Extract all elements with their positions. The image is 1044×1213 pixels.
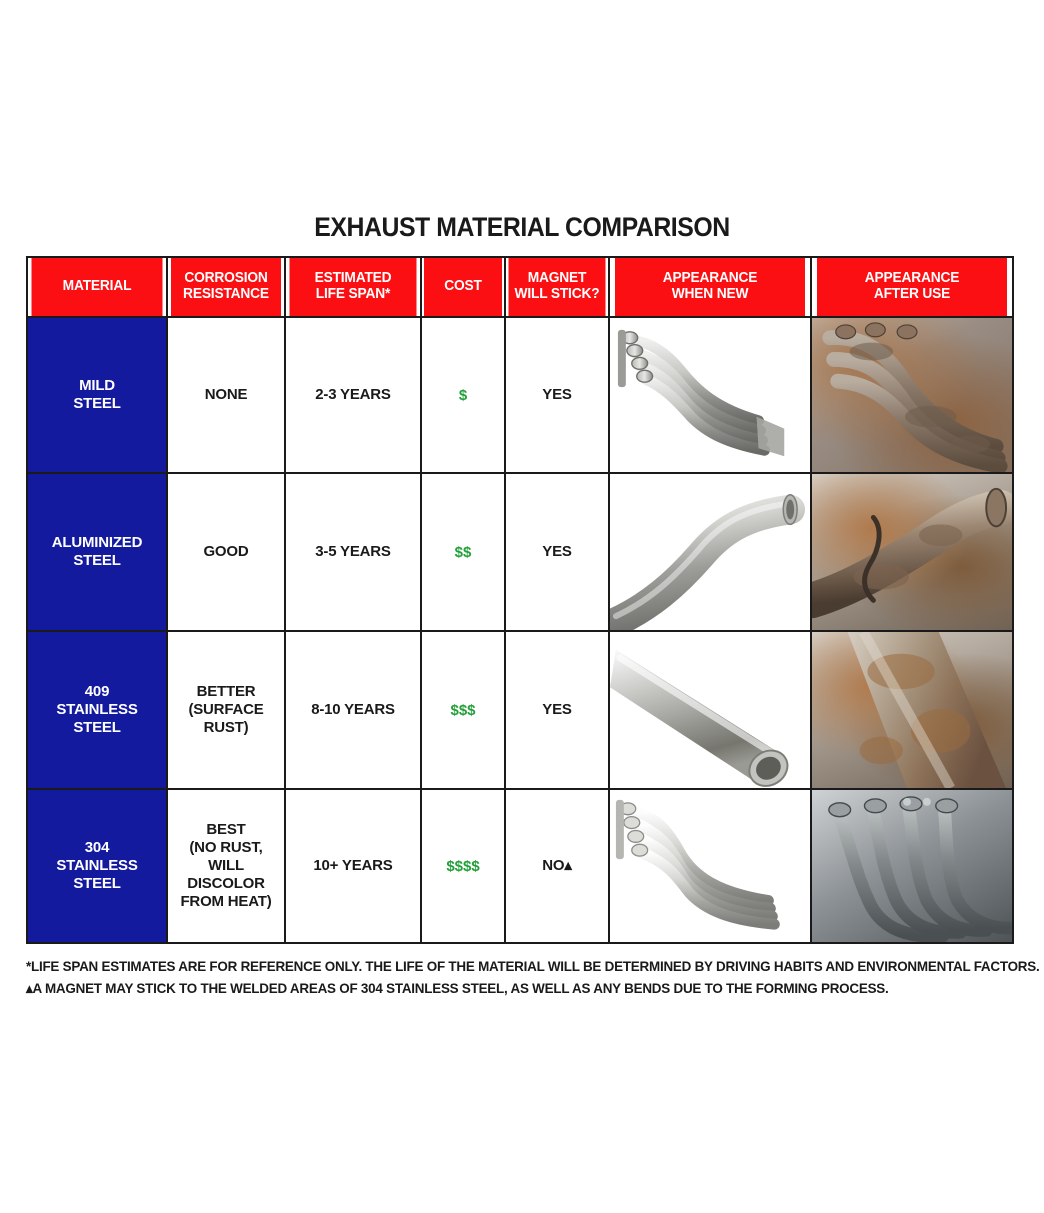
cell-lifespan-304-stainless-steel: 10+ YEARS [285,789,421,943]
bent-aluminized-exhaust-pipe-icon [610,474,810,630]
image-409-tube-used [811,631,1013,789]
column-header-material: MATERIAL [31,257,164,317]
table-row [27,631,1013,789]
surface-rusted-stainless-tube-icon [812,632,1012,788]
image-aluminized-pipe-new [609,473,811,631]
cell-cost-409-stainless-steel: $$$ [421,631,505,789]
long-tube-headers-bare-steel-icon [610,318,810,472]
table-header [27,257,1013,317]
header-row [27,257,1013,317]
table-row [27,789,1013,943]
cell-corrosion-304-stainless-steel: BEST (NO RUST, WILL DISCOLOR FROM HEAT) [167,789,285,943]
cell-material-304-stainless-steel: 304 STAINLESS STEEL [27,789,167,943]
column-header-appearance-when-new: APPEARANCE WHEN NEW [614,257,806,317]
cell-magnet-409-stainless-steel: YES [505,631,609,789]
cell-magnet-aluminized-steel: YES [505,473,609,631]
footnote-lifespan: *LIFE SPAN ESTIMATES ARE FOR REFERENCE ONLY. THE LIFE OF THE MATERIAL WILL BE DETERMINED BY DRIVING HABITS AND ENVIRONMENTAL FACTORS. [26,958,1040,974]
cell-cost-304-stainless-steel: $$$$ [421,789,505,943]
table-row [27,317,1013,473]
cell-corrosion-aluminized-steel: GOOD [167,473,285,631]
cell-magnet-304-stainless-steel: NO▴ [505,789,609,943]
rusted-corroded-headers-icon [812,318,1012,472]
polished-stainless-headers-icon [610,790,810,942]
comparison-table [26,256,1014,944]
footnotes [26,956,1040,999]
column-header-corrosion-resistance: CORROSION RESISTANCE [170,257,282,317]
image-409-tube-new [609,631,811,789]
cell-magnet-mild-steel: YES [505,317,609,473]
image-mild-steel-headers-used [811,317,1013,473]
cell-cost-aluminized-steel: $$ [421,473,505,631]
column-header-cost: COST [423,257,503,317]
table-row [27,473,1013,631]
cell-corrosion-409-stainless-steel: BETTER (SURFACE RUST) [167,631,285,789]
footnote-magnet: ▴A MAGNET MAY STICK TO THE WELDED AREAS OF 304 STAINLESS STEEL, AS WELL AS ANY BENDS DUE TO THE FORMING PROCESS. [26,979,889,996]
column-header-magnet-will-stick: MAGNET WILL STICK? [508,257,607,317]
cell-material-409-stainless-steel: 409 STAINLESS STEEL [27,631,167,789]
cell-material-aluminized-steel: ALUMINIZED STEEL [27,473,167,631]
image-304-headers-new [609,789,811,943]
cell-lifespan-409-stainless-steel: 8-10 YEARS [285,631,421,789]
image-304-headers-used [811,789,1013,943]
rusted-exhaust-pipe-with-hanger-icon [812,474,1012,630]
cell-lifespan-mild-steel: 2-3 YEARS [285,317,421,473]
heat-discolored-stainless-headers-icon [812,790,1012,942]
cell-material-mild-steel: MILD STEEL [27,317,167,473]
cell-cost-mild-steel: $ [421,317,505,473]
cell-lifespan-aluminized-steel: 3-5 YEARS [285,473,421,631]
exhaust-material-comparison-infographic [26,212,1040,999]
image-aluminized-pipe-used [811,473,1013,631]
column-header-estimated-life-span: ESTIMATED LIFE SPAN* [288,257,417,317]
image-mild-steel-headers-new [609,317,811,473]
polished-stainless-tube-icon [610,632,810,788]
column-header-appearance-after-use: APPEARANCE AFTER USE [816,257,1008,317]
cell-corrosion-mild-steel: NONE [167,317,285,473]
page-title: EXHAUST MATERIAL COMPARISON [314,212,730,242]
